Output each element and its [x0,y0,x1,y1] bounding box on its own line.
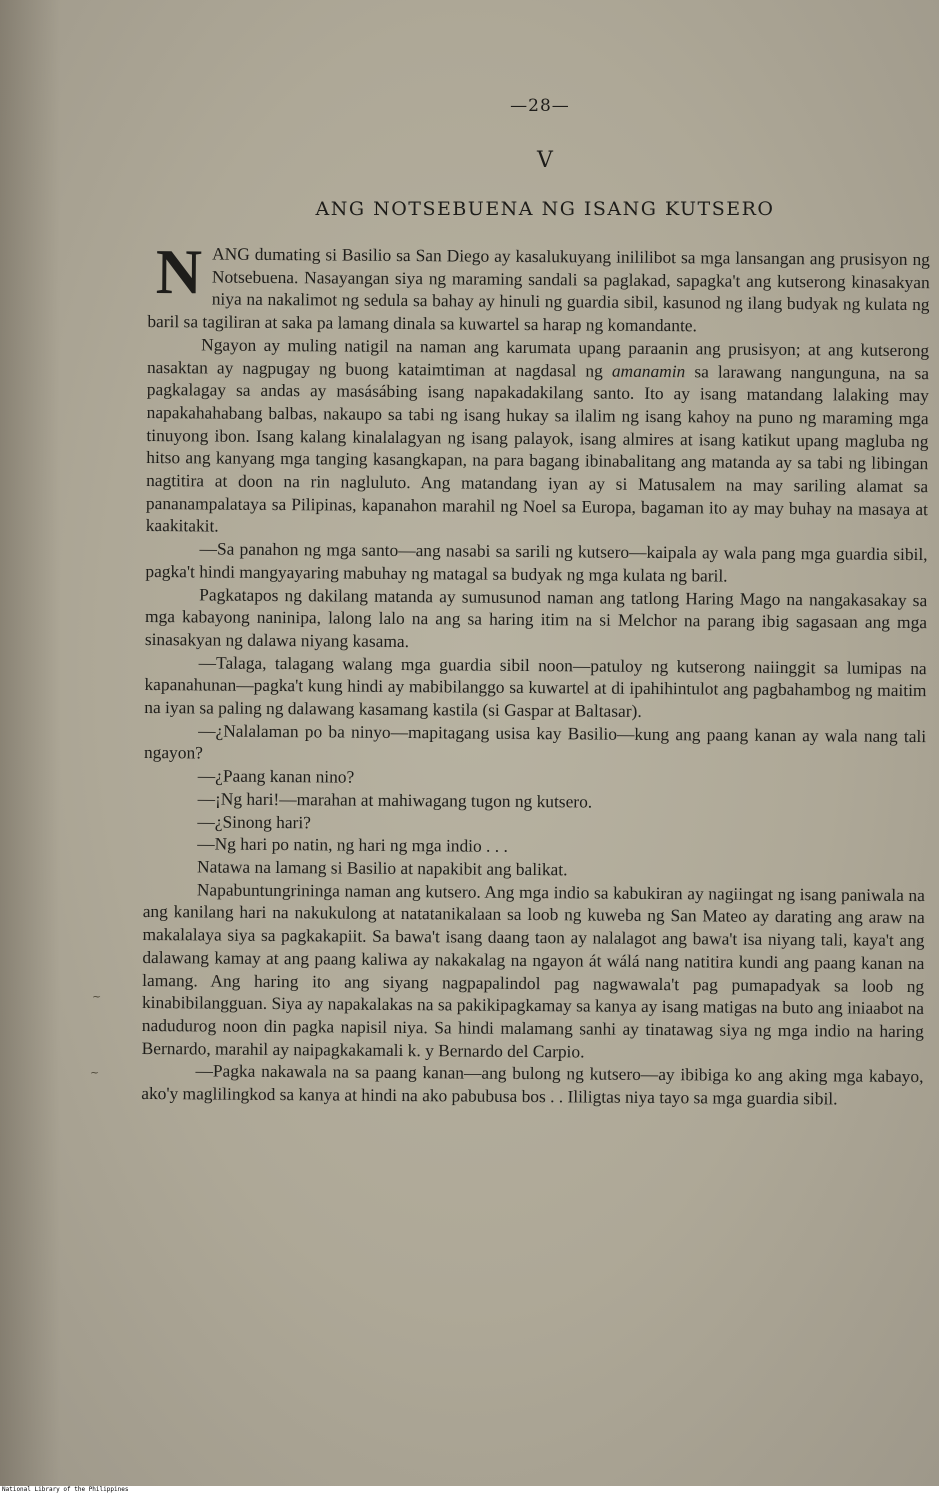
margin-scribble: ~ [92,990,102,1003]
paragraph-1 [147,236,930,339]
margin-scribble: ~ [90,1066,100,1079]
paragraph-1-text: ANG dumating si Basilio sa San Diego ay kasalukuyang inililibot sa mga lansangan ang prusisyon ng Notsebuena. Nasayangan siya ng maraming sandali sa paglakad, sapagka't ang kutserong kinasakyan niya na nakalimot ng sedula sa bahay ay hinuli ng guardia sibil, kasunod ng ilang budyak ng kulata ng baril sa tagiliran at saka pa lamang dinala sa kuwartel sa harap ng komandante. [147,243,930,336]
body-text [141,236,930,1111]
paragraph-7: —¿Paang kanan nino? [197,765,355,787]
paragraph-9: —¿Sinong hari? [197,810,312,832]
paragraph-8: —¡Ng hari!—marahan at mahiwagang tugon ng kutsero. [197,788,593,812]
paragraph-2-text-b: sa larawang nangunguna, na sa pagkalagay sa andas ay masásábing isang napakadakilang santo. Ito ay isang matandang lalaking may napakahahabang balbas, nakaupo sa tabi ng isang hukay sa ilalim ng isang kahoy na puno ng maraming mga tinuyong ibon. Isang kalang kinalalagyan ng isang palayok, isang almires at isang katikut upang magluba ng hitso ang kanyang mga tanging kasangkapan, na para bagang ibinabalitang ang matanda ay sa tabi ng libingan nagtitira at doon na rin nagluluto. Ang matandang iyan ay si Matusalem na may sariling alamat sa pananampalataya sa Pilipinas, kapanahon marahil ng Noel sa Europa, bagaman ito ay may buhay na masaya at kaakitakit. [145,360,930,537]
scan-credit: National Library of the Philippines [0,1486,939,1493]
binding-shadow [0,0,60,1486]
chapter-title: ANG NOTSEBUENA NG ISANG KUTSERO [315,198,775,220]
paragraph-5: —Talaga, talagang walang mga guardia sibil noon—patuloy ng kutserong naiinggit sa lumipas na kapanahunan—pagka't kung hindi ay mabibilanggo sa kuwartel at di ipahihintulot ang pagbahambog ng maitim na iyan sa paling ng dalawang kasamang kastila (si Gaspar at Baltasar). [144,652,927,721]
paragraph-4: Pagkatapos ng dakilang matanda ay sumusunod naman ang tatlong Haring Mago na nangakasakay sa mga kabayong naninipa, lalong lalo na ang sa haring itim na si Melchor na parang ibig sagasaan ang mga sinasakyan ng dalawa niyang kasama. [144,583,928,652]
paragraph-2 [146,333,930,543]
page-number: —28— [510,96,570,116]
paragraph-12: Napabuntungrininga naman ang kutsero. Ang mga indio sa kabukiran ay nagiingat ng isang paniwala na ang kanilang hari na nakukulong at natatanikalaan sa loob ng kuweba ng San Mateo ay darating ang araw na makalalaya siya sa pagkakapiit. Sa bawa't isang daang taon ay nalalagot ang bawa't isa niyang tali, kaya't ang dalawang kamay at ang paang kaliwa ay nakakalag na ngayon át wálá nang natitira kundi ang paang kanan na lamang. Ang haring ito ang siyang nagpapalindol pag nagwawala't pag pumapadyak sa loob ng kinabibilangguan. Siya ay napakalakas na sa pakikipagkamay sa kanya ay isang matigas na buto ang iniaabot na nadudurog noon din pagka napisil niya. Sa hindi malamang sanhi ay tinatawag siya ng mga indio na haring Bernardo, marahil ay naipagkakamali k. y Bernardo del Carpio. [141,879,925,1062]
paragraph-2-text-a: Ngayon ay muling natigil na naman ang karumata upang paraanin ang prusisyon; at ang kutserong nasaktan ay nagpugay ng buong kataimtiman at nagdasal ng [146,334,930,381]
paragraph-13: —Pagka nakawala na sa paang kanan—ang bulong ng kutsero—ay ibibiga ko ang aking mga kabayo, ako'y maglilingkod sa kanya at hindi na ako pabubusa bos . . Ililigtas niya tayo sa mga guardia sibil. [141,1060,924,1109]
paragraph-11: Natawa na lamang si Basilio at napakibit ang balikat. [197,856,568,880]
paragraph-6: —¿Nalalaman po ba ninyo—mapitagang usisa kay Basilio—kung ang paang kanan ay wala nang tali ngayon? [143,720,927,763]
paragraph-10: —Ng hari po natin, ng hari ng mga indio . . . [197,833,508,857]
chapter-number: V [537,148,553,173]
paragraph-2-italic: amanamin [611,360,686,381]
drop-cap: N [155,236,203,308]
paragraph-3: —Sa panahon ng mga santo—ang nasabi sa sarili ng kutsero—kaipala ay wala pang mga guardia sibil, pagka't hindi mangyayaring mabuhay ng matagal sa budyak ng mga kulata ng baril. [145,538,928,586]
